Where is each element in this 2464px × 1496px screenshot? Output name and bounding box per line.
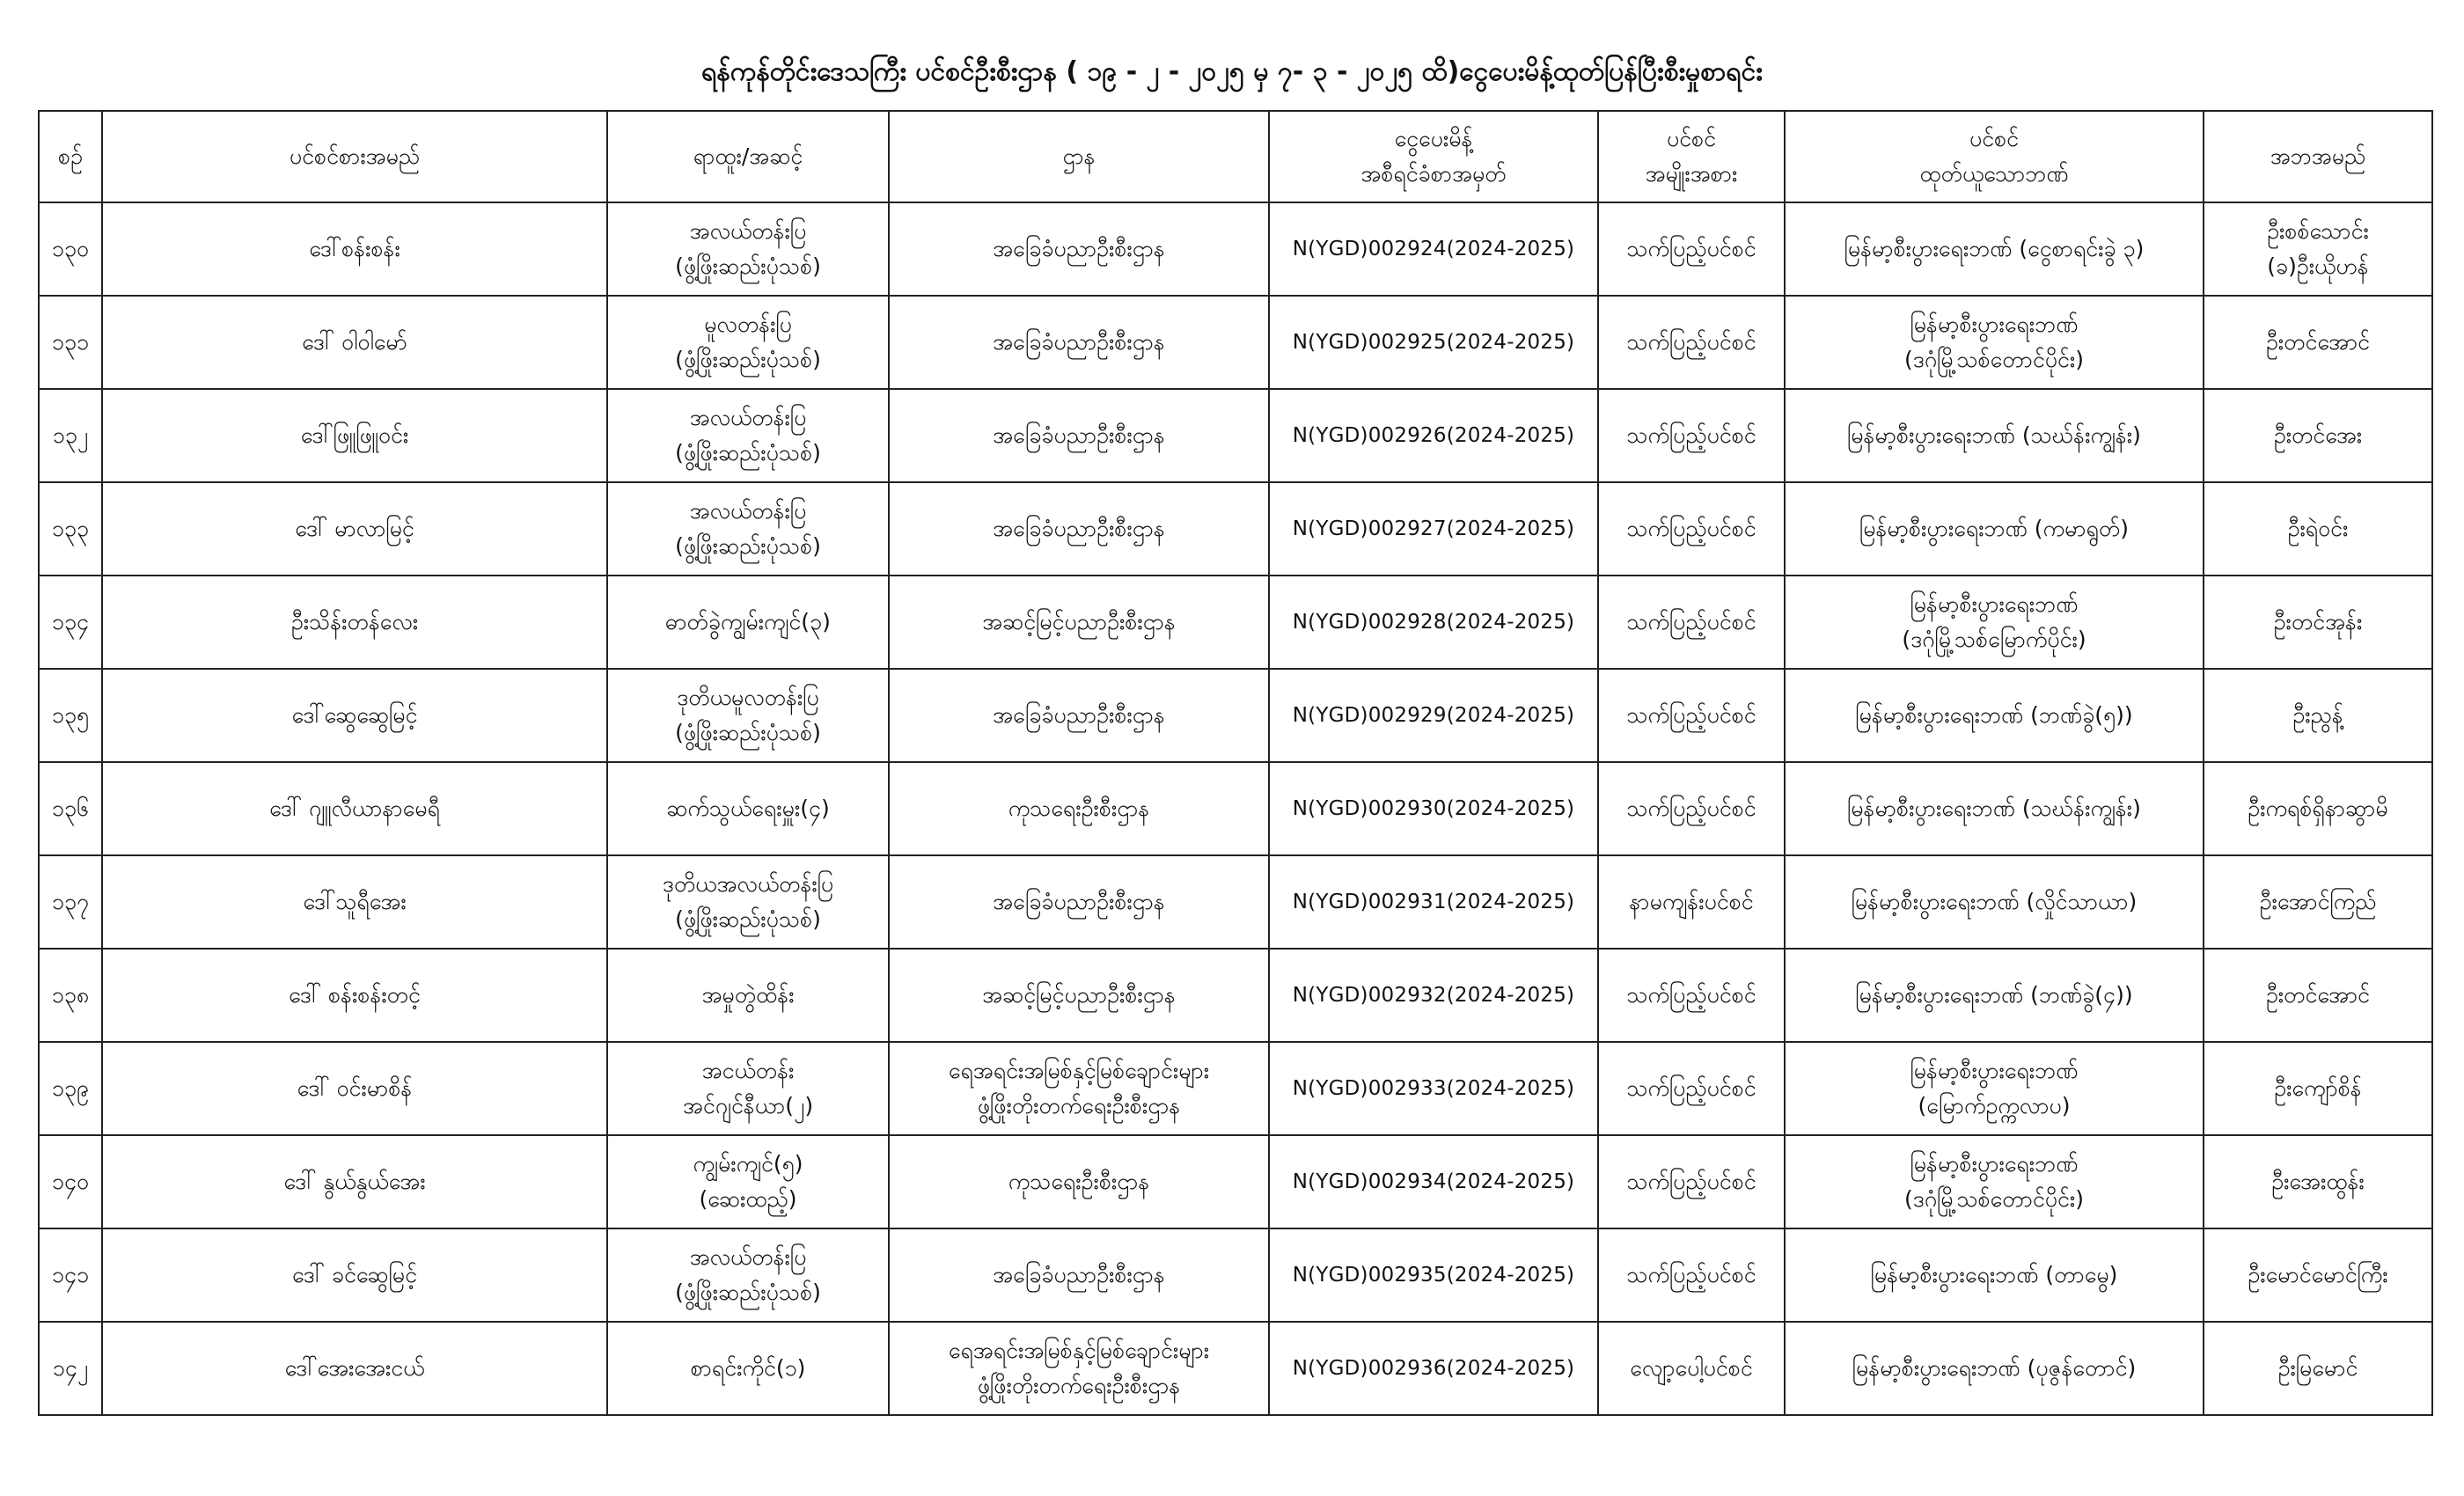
cell-no	[39, 482, 102, 576]
cell-pension-type-text: သက်ပြည့်ပင်စင်	[1626, 236, 1756, 261]
header-rank	[607, 111, 889, 202]
cell-no-text: ၁၃၇	[51, 889, 90, 914]
cell-no-text: ၁၃၆	[51, 796, 90, 821]
cell-bank-line: မြန်မာ့စီးပွားရေးဘဏ်	[1910, 591, 2079, 617]
header-no	[39, 111, 102, 202]
cell-bank-line: မြန်မာ့စီးပွားရေးဘဏ် (ပုဇွန်တောင်)	[1852, 1355, 2137, 1381]
table-row	[39, 762, 2432, 855]
cell-rank	[607, 669, 889, 762]
cell-no-text: ၁၃၃	[51, 516, 90, 541]
cell-department-line: ဖွံ့ဖြိုးတိုးတက်ရေးဦးစီးဌာန	[977, 1093, 1181, 1118]
cell-bank	[1785, 1228, 2204, 1322]
cell-department	[889, 949, 1269, 1042]
cell-rank-line: အလယ်တန်းပြ	[689, 1244, 807, 1270]
cell-bank-line: မြန်မာ့စီးပွားရေးဘဏ် (လှိုင်သာယာ)	[1851, 889, 2138, 914]
cell-rank-line: မူလတန်းပြ	[704, 312, 792, 337]
cell-rank	[607, 389, 889, 482]
cell-rank-line: ဆက်သွယ်ရေးမှူး(၄)	[666, 796, 830, 821]
cell-pensioner-name-text: ဒေါ်အေးအေးငယ်	[284, 1355, 425, 1381]
cell-department	[889, 1228, 1269, 1322]
cell-rank-line: ဒုတိယမူလတန်းပြ	[677, 685, 819, 710]
cell-rank-line: (ဖွံ့ဖြိုးဆည်းပုံသစ်)	[675, 440, 821, 466]
cell-bank	[1785, 389, 2204, 482]
cell-order-no-text: N(YGD)002930(2024-2025)	[1292, 797, 1575, 820]
table-row	[39, 202, 2432, 296]
cell-no	[39, 576, 102, 669]
cell-order-no	[1269, 576, 1598, 669]
cell-bank-line: မြန်မာ့စီးပွားရေးဘဏ်	[1910, 312, 2079, 337]
cell-rank-line: (ဆေးထည့်)	[699, 1186, 797, 1212]
cell-rank	[607, 202, 889, 296]
cell-rank	[607, 855, 889, 949]
cell-pensioner-name-text: ဒေါ် နွယ်နွယ်အေး	[283, 1169, 426, 1194]
cell-bank-line: မြန်မာ့စီးပွားရေးဘဏ် (ငွေစာရင်းခွဲ ၃)	[1844, 236, 2145, 261]
cell-department-line: ကုသရေးဦးစီးဌာန	[1008, 1169, 1150, 1194]
cell-rank-line: စာရင်းကိုင်(၁)	[690, 1355, 806, 1381]
cell-pension-type-text: သက်ပြည့်ပင်စင်	[1626, 1262, 1756, 1287]
cell-no	[39, 296, 102, 389]
header-text: ရာထူး/အဆင့်	[693, 143, 803, 169]
cell-father-name	[2204, 949, 2432, 1042]
cell-father-name	[2204, 1228, 2432, 1322]
cell-pension-type-text: သက်ပြည့်ပင်စင်	[1626, 516, 1756, 541]
cell-order-no	[1269, 669, 1598, 762]
cell-father-name-line: ဦးစစ်သောင်း	[2267, 218, 2369, 244]
cell-pension-type	[1598, 576, 1785, 669]
cell-pensioner-name	[102, 669, 607, 762]
cell-department-line: အခြေခံပညာဦးစီးဌာန	[993, 702, 1165, 728]
cell-department-line: အခြေခံပညာဦးစီးဌာန	[993, 516, 1165, 541]
cell-no-text: ၁၃၈	[51, 982, 90, 1008]
cell-pensioner-name	[102, 482, 607, 576]
cell-father-name-line: (ခ)ဦးယိုဟန်	[2267, 253, 2369, 279]
cell-department-line: အခြေခံပညာဦးစီးဌာန	[993, 889, 1165, 914]
cell-rank	[607, 1042, 889, 1135]
header-father-name	[2204, 111, 2432, 202]
cell-pensioner-name-text: ဒေါ်သူရီအေး	[303, 889, 407, 914]
cell-father-name	[2204, 1322, 2432, 1415]
cell-rank-line: (ဖွံ့ဖြိုးဆည်းပုံသစ်)	[675, 906, 821, 932]
cell-no	[39, 389, 102, 482]
cell-order-no-text: N(YGD)002928(2024-2025)	[1292, 611, 1575, 634]
cell-rank	[607, 296, 889, 389]
table-row	[39, 576, 2432, 669]
cell-pension-type	[1598, 1228, 1785, 1322]
cell-order-no	[1269, 855, 1598, 949]
cell-rank	[607, 762, 889, 855]
cell-bank	[1785, 1322, 2204, 1415]
cell-bank-line: မြန်မာ့စီးပွားရေးဘဏ် (ကမာရွတ်)	[1859, 516, 2129, 541]
cell-department	[889, 389, 1269, 482]
cell-rank	[607, 1135, 889, 1228]
cell-bank-line: မြန်မာ့စီးပွားရေးဘဏ် (သဃ်န်းကျွန်း)	[1847, 422, 2141, 448]
cell-pension-type-text: သက်ပြည့်ပင်စင်	[1626, 982, 1756, 1008]
cell-father-name	[2204, 296, 2432, 389]
cell-pension-type-text: သက်ပြည့်ပင်စင်	[1626, 609, 1756, 634]
cell-order-no	[1269, 762, 1598, 855]
cell-father-name	[2204, 576, 2432, 669]
cell-pensioner-name	[102, 949, 607, 1042]
cell-bank	[1785, 482, 2204, 576]
cell-no	[39, 1042, 102, 1135]
cell-department-line: ဖွံ့ဖြိုးတိုးတက်ရေးဦးစီးဌာန	[977, 1373, 1181, 1398]
cell-pension-type	[1598, 762, 1785, 855]
cell-department-line: အခြေခံပညာဦးစီးဌာန	[993, 1262, 1165, 1287]
cell-pensioner-name	[102, 855, 607, 949]
header-text: စဉ်	[58, 143, 83, 169]
cell-pensioner-name-text: ဒေါ် မာလာမြင့်	[295, 516, 414, 541]
cell-no-text: ၁၄၀	[51, 1169, 90, 1194]
pension-roster-table	[38, 110, 2433, 1416]
cell-no-text: ၁၄၂	[52, 1355, 89, 1381]
cell-bank	[1785, 1135, 2204, 1228]
cell-bank	[1785, 949, 2204, 1042]
cell-rank-line: အငယ်တန်း	[701, 1058, 795, 1083]
cell-rank-line: ကျွမ်းကျင်(၅)	[693, 1151, 803, 1177]
cell-bank-line: (ဒဂုံမြို့သစ်မြောက်ပိုင်း)	[1902, 627, 2086, 652]
cell-no	[39, 1228, 102, 1322]
cell-department	[889, 1042, 1269, 1135]
cell-pensioner-name-text: ဒေါ် စန်းစန်းတင့်	[289, 982, 421, 1008]
table-body	[39, 202, 2432, 1415]
cell-rank-line: (ဖွံ့ဖြိုးဆည်းပုံသစ်)	[675, 720, 821, 745]
cell-bank	[1785, 296, 2204, 389]
cell-rank	[607, 482, 889, 576]
cell-order-no	[1269, 389, 1598, 482]
cell-department	[889, 576, 1269, 669]
cell-no-text: ၁၃၉	[51, 1075, 90, 1101]
table-row	[39, 855, 2432, 949]
table-row	[39, 1228, 2432, 1322]
cell-pensioner-name	[102, 389, 607, 482]
cell-father-name	[2204, 855, 2432, 949]
cell-father-name-line: ဦးအေးထွန်း	[2271, 1169, 2365, 1194]
cell-father-name	[2204, 1135, 2432, 1228]
cell-pension-type	[1598, 1135, 1785, 1228]
cell-father-name-line: ဦးရဲဝင်း	[2287, 516, 2349, 541]
cell-rank-line: အလယ်တန်းပြ	[689, 218, 807, 244]
cell-order-no-text: N(YGD)002927(2024-2025)	[1292, 517, 1575, 540]
cell-bank-line: မြန်မာ့စီးပွားရေးဘဏ် (ဘဏ်ခွဲ(၅))	[1855, 702, 2133, 728]
cell-department-line: အခြေခံပညာဦးစီးဌာန	[993, 236, 1165, 261]
table-row	[39, 389, 2432, 482]
cell-pensioner-name-text: ဒေါ် ဂျူလီယာနာမေရီ	[269, 796, 440, 821]
cell-order-no-text: N(YGD)002924(2024-2025)	[1292, 238, 1575, 260]
cell-rank-line: (ဖွံ့ဖြိုးဆည်းပုံသစ်)	[675, 533, 821, 559]
cell-department-line: ရေအရင်းအမြစ်နှင့်မြစ်ချောင်းများ	[948, 1058, 1210, 1083]
cell-bank-line: မြန်မာ့စီးပွားရေးဘဏ် (ဘဏ်ခွဲ(၄))	[1855, 982, 2133, 1008]
cell-rank	[607, 1322, 889, 1415]
cell-bank	[1785, 576, 2204, 669]
cell-no-text: ၁၃၄	[51, 609, 90, 634]
cell-pension-type	[1598, 1042, 1785, 1135]
header-pension-type	[1598, 111, 1785, 202]
cell-pensioner-name-text: ဒေါ် ဝါဝါမော်	[302, 329, 407, 355]
cell-bank-line: (မြောက်ဥက္ကလာပ)	[1918, 1093, 2071, 1118]
cell-bank	[1785, 202, 2204, 296]
cell-no	[39, 1322, 102, 1415]
page-title: ရန်ကုန်တိုင်းဒေသကြီး ပင်စင်ဦးစီးဌာန ( ၁၉ - ၂ - ၂၀၂၅ မှ ၇- ၃ - ၂၀၂၅ ထိ)ငွေပေးမိန့်ထုတ်ပြန်ပြီးစီးမှုစာရင်း	[701, 56, 1763, 87]
cell-no	[39, 202, 102, 296]
cell-pension-type-text: သက်ပြည့်ပင်စင်	[1626, 702, 1756, 728]
cell-father-name	[2204, 1042, 2432, 1135]
header-order-no	[1269, 111, 1598, 202]
cell-department	[889, 762, 1269, 855]
cell-pension-type-text: သက်ပြည့်ပင်စင်	[1626, 329, 1756, 355]
cell-pensioner-name	[102, 1042, 607, 1135]
cell-pension-type-text: သက်ပြည့်ပင်စင်	[1626, 422, 1756, 448]
cell-pension-type	[1598, 389, 1785, 482]
header-text: ထုတ်ယူသောဘဏ်	[1919, 161, 2069, 187]
cell-father-name-line: ဦးတင်အုန်း	[2273, 609, 2363, 634]
cell-department	[889, 1322, 1269, 1415]
cell-no	[39, 855, 102, 949]
cell-order-no-text: N(YGD)002935(2024-2025)	[1292, 1264, 1575, 1287]
cell-department-line: ကုသရေးဦးစီးဌာန	[1008, 796, 1150, 821]
cell-order-no-text: N(YGD)002932(2024-2025)	[1292, 984, 1575, 1007]
cell-bank-line: မြန်မာ့စီးပွားရေးဘဏ် (သဃ်န်းကျွန်း)	[1847, 796, 2141, 821]
header-text: ဌာန	[1062, 143, 1096, 169]
cell-father-name	[2204, 669, 2432, 762]
table-row	[39, 296, 2432, 389]
cell-no-text: ၁၃၅	[51, 702, 90, 728]
cell-father-name-line: ဦးကရစ်ရှိနာဆွာမိ	[2248, 796, 2388, 821]
cell-father-name-line: ဦးအောင်ကြည်	[2259, 889, 2377, 914]
header-text: ပင်စင်	[1969, 126, 2020, 151]
cell-department-line: အဆင့်မြင့်ပညာဦးစီးဌာန	[982, 982, 1176, 1008]
cell-order-no-text: N(YGD)002929(2024-2025)	[1292, 704, 1575, 727]
cell-order-no	[1269, 1042, 1598, 1135]
cell-rank-line: (ဖွံ့ဖြိုးဆည်းပုံသစ်)	[675, 253, 821, 279]
cell-bank-line: (ဒဂုံမြို့သစ်တောင်ပိုင်း)	[1904, 1186, 2084, 1212]
table-row	[39, 949, 2432, 1042]
cell-rank-line: (ဖွံ့ဖြိုးဆည်းပုံသစ်)	[675, 347, 821, 372]
cell-father-name	[2204, 482, 2432, 576]
cell-pensioner-name-text: ဒေါ်ဖြူဖြူဝင်း	[300, 422, 409, 448]
cell-pensioner-name	[102, 576, 607, 669]
cell-pension-type	[1598, 669, 1785, 762]
cell-pensioner-name	[102, 202, 607, 296]
cell-father-name	[2204, 202, 2432, 296]
cell-pension-type-text: နာမကျန်းပင်စင်	[1629, 889, 1754, 914]
cell-bank-line: မြန်မာ့စီးပွားရေးဘဏ်	[1910, 1058, 2079, 1083]
cell-department-line: အခြေခံပညာဦးစီးဌာန	[993, 422, 1165, 448]
cell-department	[889, 296, 1269, 389]
cell-bank	[1785, 1042, 2204, 1135]
cell-department-line: အဆင့်မြင့်ပညာဦးစီးဌာန	[982, 609, 1176, 634]
cell-father-name-line: ဦးမြမောင်	[2277, 1355, 2358, 1381]
cell-department	[889, 855, 1269, 949]
cell-pension-type	[1598, 1322, 1785, 1415]
cell-no-text: ၁၄၁	[51, 1262, 90, 1287]
header-department	[889, 111, 1269, 202]
cell-rank-line: အလယ်တန်းပြ	[689, 405, 807, 430]
cell-pensioner-name	[102, 1135, 607, 1228]
cell-bank-line: မြန်မာ့စီးပွားရေးဘဏ် (တာမွေ)	[1870, 1262, 2118, 1287]
cell-order-no-text: N(YGD)002925(2024-2025)	[1292, 331, 1575, 354]
header-pensioner-name	[102, 111, 607, 202]
cell-father-name	[2204, 762, 2432, 855]
header-text: အဘအမည်	[2270, 143, 2366, 169]
table-row	[39, 1322, 2432, 1415]
cell-pensioner-name	[102, 1228, 607, 1322]
cell-no-text: ၁၃၂	[52, 422, 89, 448]
cell-order-no	[1269, 296, 1598, 389]
cell-rank	[607, 576, 889, 669]
cell-no	[39, 762, 102, 855]
cell-pensioner-name-text: ဦးသိန်းတန်လေး	[290, 609, 419, 634]
cell-pension-type-text: လျော့ပေါ့ပင်စင်	[1630, 1355, 1753, 1381]
cell-no	[39, 669, 102, 762]
header-bank	[1785, 111, 2204, 202]
table-header-row	[39, 111, 2432, 202]
cell-pensioner-name	[102, 1322, 607, 1415]
cell-rank-line: ဒုတိယအလယ်တန်းပြ	[662, 871, 834, 897]
header-text: ပင်စင်စားအမည်	[289, 143, 421, 169]
cell-pension-type	[1598, 482, 1785, 576]
cell-bank-line: မြန်မာ့စီးပွားရေးဘဏ်	[1910, 1151, 2079, 1177]
cell-pensioner-name	[102, 762, 607, 855]
cell-department-line: ရေအရင်းအမြစ်နှင့်မြစ်ချောင်းများ	[948, 1338, 1210, 1363]
table-row	[39, 669, 2432, 762]
cell-order-no-text: N(YGD)002934(2024-2025)	[1292, 1170, 1575, 1193]
cell-pensioner-name-text: ဒေါ် ဝင်းမာစိန်	[297, 1075, 413, 1101]
cell-department	[889, 482, 1269, 576]
table-row	[39, 1135, 2432, 1228]
cell-rank-line: အင်ဂျင်နီယာ(၂)	[682, 1093, 814, 1118]
cell-bank	[1785, 762, 2204, 855]
cell-order-no	[1269, 202, 1598, 296]
cell-no-text: ၁၃၁	[51, 329, 90, 355]
cell-pensioner-name-text: ဒေါ် ခင်ဆွေမြင့်	[292, 1262, 417, 1287]
cell-pension-type	[1598, 202, 1785, 296]
cell-rank-line: အမှုတွဲထိန်း	[701, 982, 795, 1008]
cell-father-name-line: ဦးတင်အေး	[2273, 422, 2363, 448]
cell-pensioner-name-text: ဒေါ်ဆွေဆွေမြင့်	[291, 702, 418, 728]
cell-father-name-line: ဦးညွန့်	[2292, 702, 2343, 728]
cell-pensioner-name-text: ဒေါ်စန်းစန်း	[309, 236, 400, 261]
cell-order-no	[1269, 1228, 1598, 1322]
cell-pension-type	[1598, 296, 1785, 389]
cell-rank	[607, 949, 889, 1042]
cell-bank	[1785, 669, 2204, 762]
cell-order-no	[1269, 482, 1598, 576]
cell-father-name	[2204, 389, 2432, 482]
cell-pensioner-name	[102, 296, 607, 389]
cell-pension-type	[1598, 855, 1785, 949]
cell-order-no	[1269, 1135, 1598, 1228]
cell-order-no-text: N(YGD)002936(2024-2025)	[1292, 1357, 1575, 1380]
cell-rank-line: (ဖွံ့ဖြိုးဆည်းပုံသစ်)	[675, 1280, 821, 1305]
table-row	[39, 482, 2432, 576]
cell-bank-line: (ဒဂုံမြို့သစ်တောင်ပိုင်း)	[1904, 347, 2084, 372]
cell-order-no-text: N(YGD)002933(2024-2025)	[1292, 1077, 1575, 1100]
cell-order-no-text: N(YGD)002926(2024-2025)	[1292, 424, 1575, 447]
header-text: အစီရင်ခံစာအမှတ်	[1360, 161, 1507, 187]
header-text: အမျိုးအစား	[1645, 161, 1738, 187]
cell-bank	[1785, 855, 2204, 949]
cell-father-name-line: ဦးမောင်မောင်ကြီး	[2248, 1262, 2388, 1287]
cell-father-name-line: ဦးကျော်စိန်	[2274, 1075, 2362, 1101]
cell-rank	[607, 1228, 889, 1322]
cell-order-no	[1269, 1322, 1598, 1415]
cell-pension-type	[1598, 949, 1785, 1042]
cell-order-no	[1269, 949, 1598, 1042]
cell-pension-type-text: သက်ပြည့်ပင်စင်	[1626, 1169, 1756, 1194]
cell-no-text: ၁၃၀	[51, 236, 90, 261]
cell-rank-line: အလယ်တန်းပြ	[689, 498, 807, 524]
table-row	[39, 1042, 2432, 1135]
cell-department	[889, 1135, 1269, 1228]
cell-pension-type-text: သက်ပြည့်ပင်စင်	[1626, 1075, 1756, 1101]
header-text: ပင်စင်	[1666, 126, 1717, 151]
cell-department	[889, 669, 1269, 762]
cell-no	[39, 1135, 102, 1228]
cell-department	[889, 202, 1269, 296]
header-text: ငွေပေးမိန့်	[1394, 126, 1473, 151]
cell-no	[39, 949, 102, 1042]
cell-order-no-text: N(YGD)002931(2024-2025)	[1292, 891, 1575, 913]
cell-father-name-line: ဦးတင်အောင်	[2265, 982, 2371, 1008]
cell-pension-type-text: သက်ပြည့်ပင်စင်	[1626, 796, 1756, 821]
cell-father-name-line: ဦးတင်အောင်	[2265, 329, 2371, 355]
cell-department-line: အခြေခံပညာဦးစီးဌာန	[993, 329, 1165, 355]
cell-rank-line: ဓာတ်ခွဲကျွမ်းကျင်(၃)	[665, 609, 831, 634]
